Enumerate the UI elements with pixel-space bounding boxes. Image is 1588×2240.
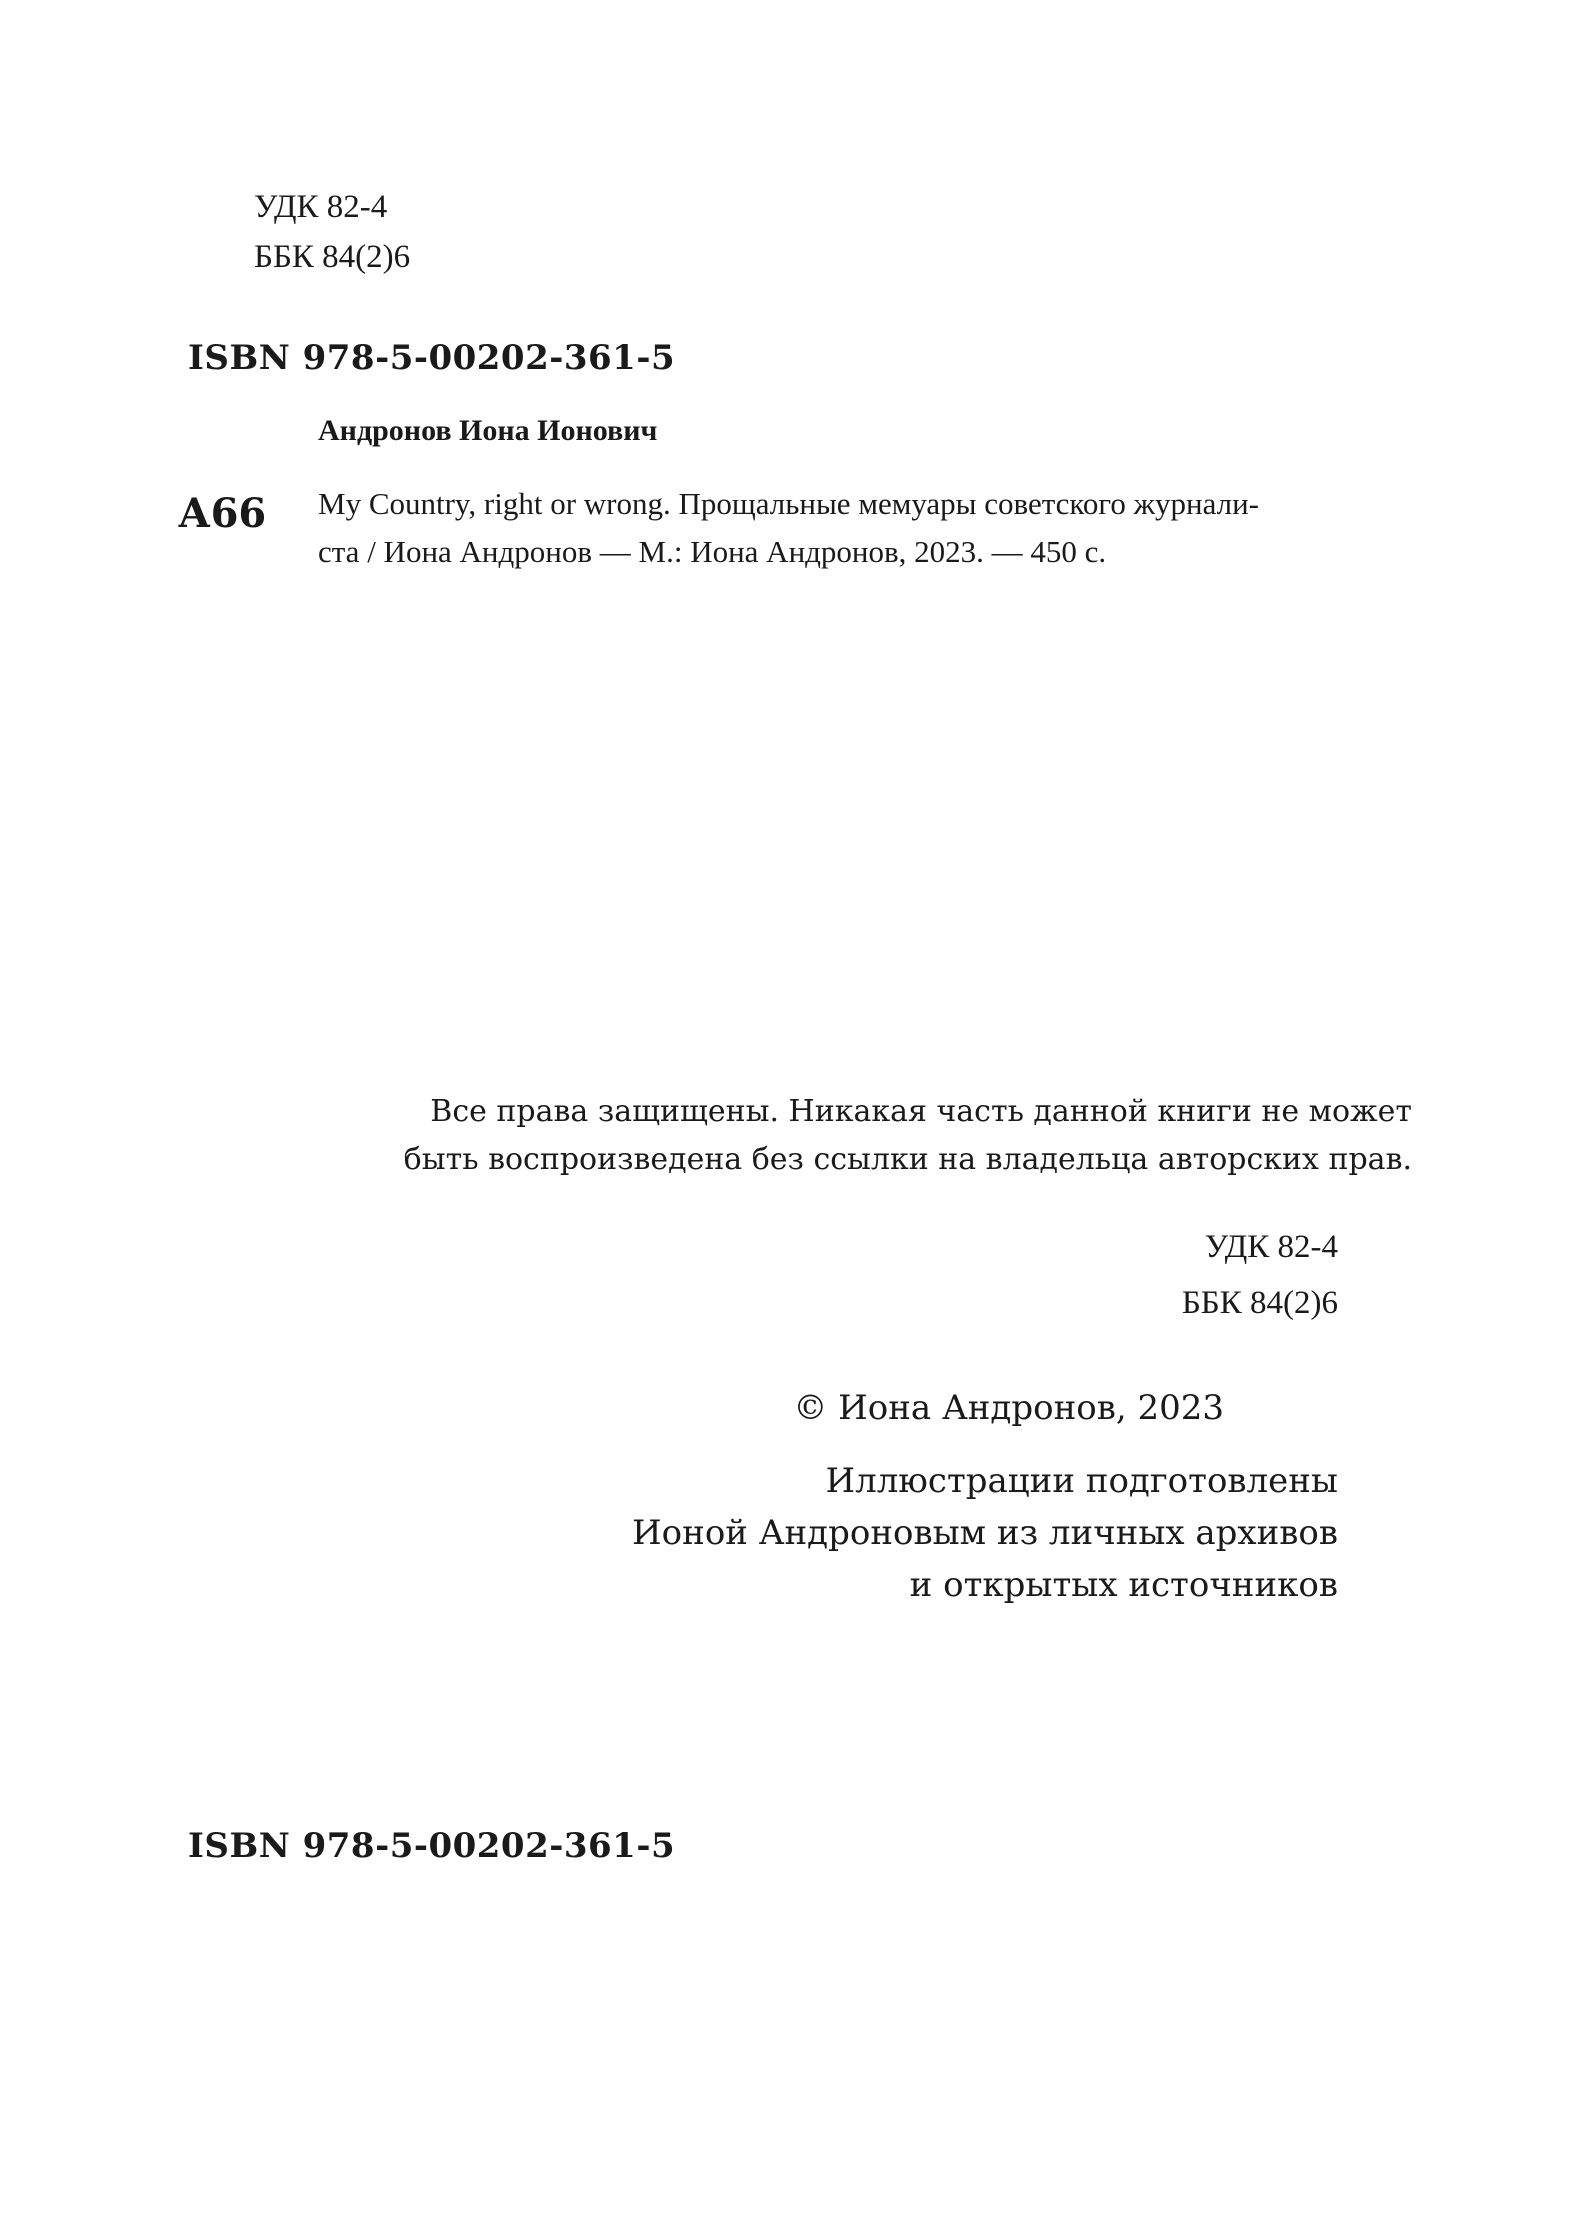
illustrations-credit-line-3: и открытых источников	[909, 1565, 1338, 1605]
bibliographic-description-line-1: My Country, right or wrong. Прощальные мемуары советского журнали-	[318, 486, 1260, 521]
isbn-top: ISBN 978-5-00202-361-5	[188, 338, 676, 378]
illustrations-credit-line-2: Ионой Андроновым из личных архивов	[632, 1513, 1338, 1553]
rights-notice-line-1: Все права защищены. Никакая часть данной книги не может	[430, 1094, 1412, 1129]
isbn-bottom: ISBN 978-5-00202-361-5	[188, 1826, 676, 1866]
rights-notice-line-2: быть воспроизведена без ссылки на владельца авторских прав.	[403, 1142, 1412, 1177]
udk-code-bottom: УДК 82-4	[1204, 1229, 1338, 1265]
author-mark: А66	[178, 490, 267, 537]
author-name: Андронов Иона Ионович	[318, 414, 658, 447]
bbk-code-bottom: ББК 84(2)6	[1181, 1285, 1338, 1321]
illustrations-credit-line-1: Иллюстрации подготовлены	[825, 1461, 1338, 1501]
bibliographic-description-line-2: ста / Иона Андронов — М.: Иона Андронов, 2023. — 450 с.	[318, 534, 1107, 569]
bbk-code-top: ББК 84(2)6	[254, 239, 411, 275]
copyright-notice: © Иона Андронов, 2023	[793, 1388, 1224, 1428]
udk-code-top: УДК 82-4	[254, 189, 388, 225]
